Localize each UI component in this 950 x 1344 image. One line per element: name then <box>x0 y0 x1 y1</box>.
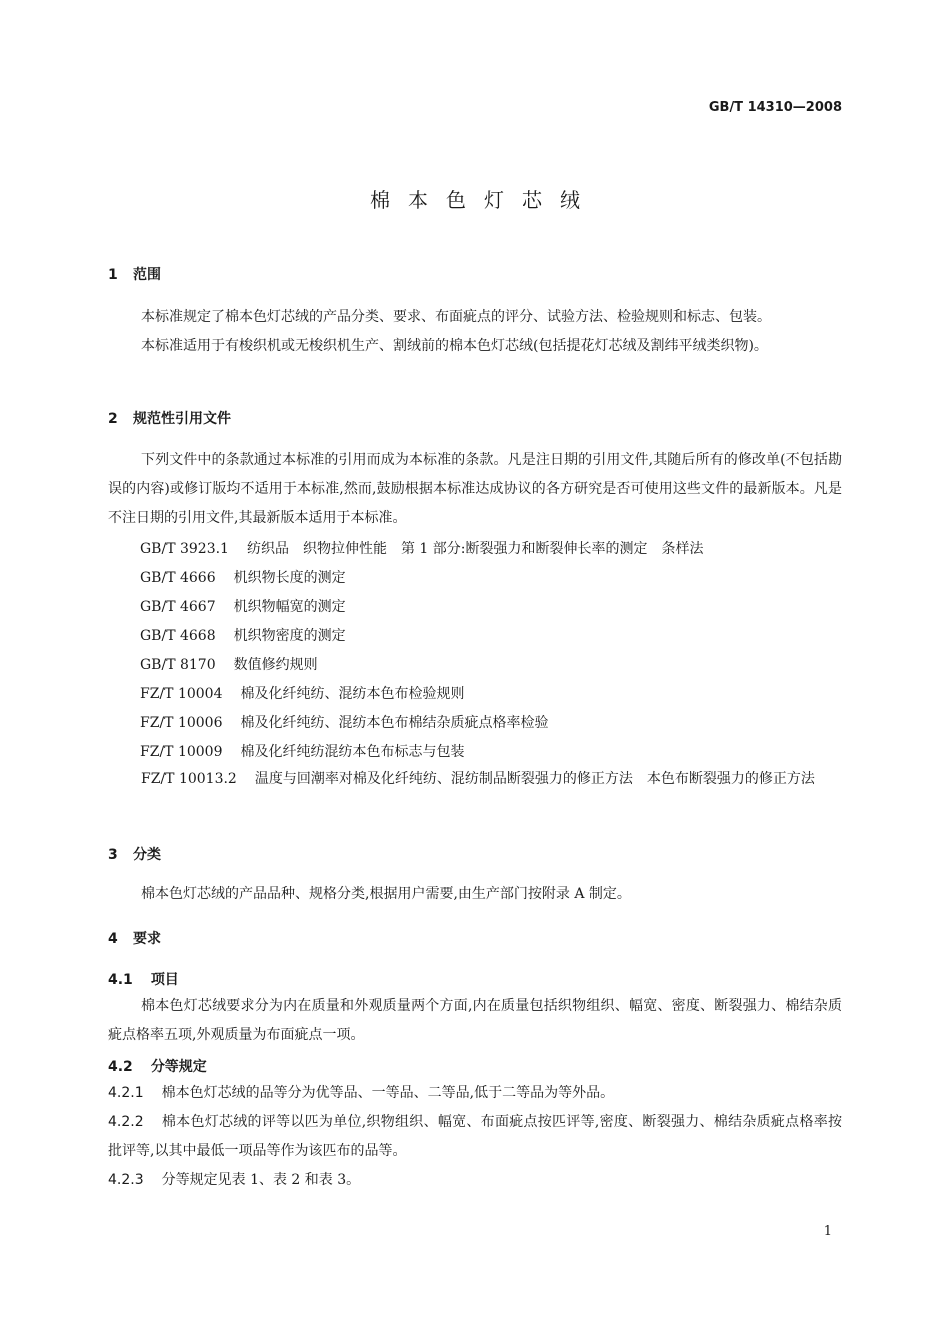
section-title: 要求 <box>133 931 161 947</box>
references-intro: 下列文件中的条款通过本标准的引用而成为本标准的条款。凡是注日期的引用文件,其随后所有的修改单(不包括勘误的内容)或修订版均不适用于本标准,然而,鼓励根据本标准达成协议的各方研究是否可使用这些文件的最新版本。凡是不注日期的引用文件,其最新版本适用于本标准。 <box>108 452 842 526</box>
reference-title: 机织物幅宽的测定 <box>233 599 346 615</box>
page-number: 1 <box>823 1224 832 1239</box>
reference-code: GB/T 4667 <box>140 599 216 615</box>
reference-title: 机织物密度的测定 <box>233 628 346 644</box>
reference-item <box>140 625 346 645</box>
reference-item <box>140 741 464 761</box>
items-paragraph: 棉本色灯芯绒要求分为内在质量和外观质量两个方面,内在质量包括织物组织、幅宽、密度、断裂强力、棉结杂质疵点格率五项,外观质量为布面疵点一项。 <box>108 998 842 1043</box>
clause-number: 4.2.3 <box>108 1172 144 1188</box>
section-1-heading <box>108 264 161 284</box>
clause-4-2-2 <box>108 1108 842 1166</box>
clause-number: 4.2.2 <box>108 1114 144 1130</box>
section-4-1-heading <box>108 969 179 989</box>
clause-4-2-1 <box>108 1079 842 1108</box>
reference-code: FZ/T 10009 <box>140 744 223 760</box>
clause-text: 分等规定见表 1、表 2 和表 3。 <box>161 1172 361 1188</box>
section-title: 项目 <box>150 972 179 988</box>
section-number: 4.1 <box>108 972 133 988</box>
section-title: 分类 <box>133 847 161 863</box>
reference-title: 纺织品 织物拉伸性能 第 1 部分:断裂强力和断裂伸长率的测定 条样法 <box>246 541 704 557</box>
section-4-2-heading <box>108 1056 207 1076</box>
reference-code: GB/T 8170 <box>140 657 216 673</box>
document-title: 棉本色灯芯绒 <box>370 188 598 212</box>
clause-number: 4.2.1 <box>108 1085 144 1101</box>
section-number: 2 <box>108 411 118 427</box>
section-number: 3 <box>108 847 118 863</box>
section-number: 4.2 <box>108 1059 133 1075</box>
scope-paragraph-2: 本标准适用于有梭织机或无梭织机生产、割绒前的棉本色灯芯绒(包括提花灯芯绒及割纬平绒类织物)。 <box>141 338 768 354</box>
reference-item <box>140 567 346 587</box>
section-2-heading <box>108 408 231 428</box>
reference-code: GB/T 4668 <box>140 628 216 644</box>
section-3-heading <box>108 844 161 864</box>
scope-paragraph-1: 本标准规定了棉本色灯芯绒的产品分类、要求、布面疵点的评分、试验方法、检验规则和标志、包装。 <box>141 309 771 325</box>
section-title: 范围 <box>133 267 161 283</box>
section-4-heading <box>108 928 161 948</box>
section-title: 分等规定 <box>150 1059 207 1075</box>
reference-item <box>140 712 548 732</box>
section-number: 1 <box>108 267 118 283</box>
clause-text: 棉本色灯芯绒的评等以匹为单位,织物组织、幅宽、布面疵点按匹评等,密度、断裂强力、棉结杂质疵点格率按批评等,以其中最低一项品等作为该匹布的品等。 <box>108 1114 842 1159</box>
reference-item <box>140 596 346 616</box>
reference-item <box>140 683 464 703</box>
reference-title: 机织物长度的测定 <box>233 570 346 586</box>
section-number: 4 <box>108 931 118 947</box>
classification-paragraph: 棉本色灯芯绒的产品品种、规格分类,根据用户需要,由生产部门按附录 A 制定。 <box>141 886 631 902</box>
reference-code: GB/T 3923.1 <box>140 541 229 557</box>
reference-code: FZ/T 10004 <box>140 686 223 702</box>
clause-4-2-3 <box>108 1166 842 1195</box>
reference-title: 数值修约规则 <box>233 657 318 673</box>
clause-text: 棉本色灯芯绒的品等分为优等品、一等品、二等品,低于二等品为等外品。 <box>161 1085 615 1101</box>
section-title: 规范性引用文件 <box>133 411 231 427</box>
reference-title: 棉及化纤纯纺混纺本色布标志与包装 <box>240 744 465 760</box>
reference-title: 棉及化纤纯纺、混纺本色布棉结杂质疵点格率检验 <box>240 715 549 731</box>
standard-number: GB/T 14310—2008 <box>708 100 842 115</box>
reference-code: FZ/T 10013.2 <box>141 771 237 787</box>
reference-code: FZ/T 10006 <box>140 715 223 731</box>
reference-item <box>140 654 318 674</box>
reference-item <box>140 538 704 558</box>
reference-item <box>108 765 842 794</box>
reference-title: 棉及化纤纯纺、混纺本色布检验规则 <box>240 686 465 702</box>
reference-code: GB/T 4666 <box>140 570 216 586</box>
reference-title: 温度与回潮率对棉及化纤纯纺、混纺制品断裂强力的修正方法 本色布断裂强力的修正方法 <box>254 771 815 787</box>
